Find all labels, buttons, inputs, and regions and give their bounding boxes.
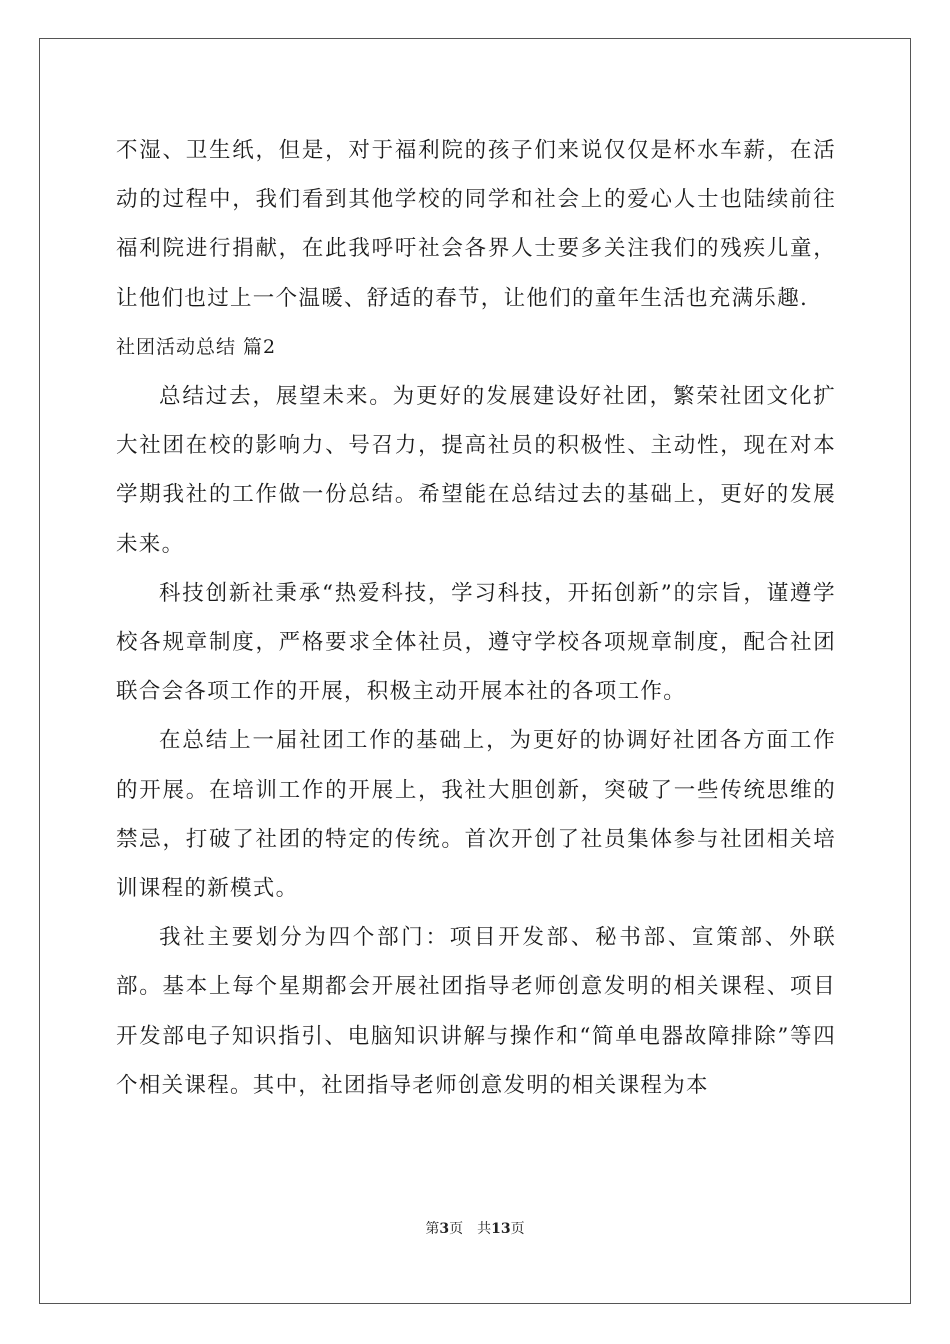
page-suffix: 页	[449, 1221, 464, 1237]
document-body	[116, 126, 836, 1110]
body-paragraph-2: 科技创新社秉承“热爱科技，学习科技，开拓创新”的宗旨，谨遵学校各规章制度，严格要求全体社员，遵守学校各项规章制度，配合社团联合会各项工作的开展，积极主动开展本社的各项工作。	[116, 580, 836, 705]
page-prefix: 第	[425, 1221, 440, 1237]
page-total: 13	[491, 1221, 511, 1237]
body-paragraph-1: 总结过去，展望未来。为更好的发展建设好社团，繁荣社团文化扩大社团在校的影响力、号召力，提高社员的积极性、主动性，现在对本学期我社的工作做一份总结。希望能在总结过去的基础上，更好的发展未来。	[116, 384, 836, 557]
total-suffix: 页	[510, 1221, 525, 1237]
total-prefix: 共	[477, 1221, 492, 1237]
page-footer	[0, 1218, 950, 1238]
body-paragraph-3: 在总结上一届社团工作的基础上，为更好的协调好社团各方面工作的开展。在培训工作的开展上，我社大胆创新，突破了一些传统思维的禁忌，打破了社团的特定的传统。首次开创了社员集体参与社团相关培训课程的新模式。	[116, 728, 836, 902]
page-current: 3	[439, 1221, 450, 1237]
section-heading: 社团活动总结 篇2	[116, 335, 277, 358]
body-paragraph-4: 我社主要划分为四个部门：项目开发部、秘书部、宣策部、外联部。基本上每个星期都会开展社团指导老师创意发明的相关课程、项目开发部电子知识指引、电脑知识讲解与操作和“简单电器故障排除”等四个相关课程。其中，社团指导老师创意发明的相关课程为本	[116, 925, 836, 1098]
continued-paragraph: 不湿、卫生纸，但是，对于福利院的孩子们来说仅仅是杯水车薪，在活动的过程中，我们看到其他学校的同学和社会上的爱心人士也陆续前往福利院进行捐献，在此我呼吁社会各界人士要多关注我们的残疾儿童，让他们也过上一个温暖、舒适的春节，让他们的童年生活也充满乐趣.	[116, 138, 836, 311]
